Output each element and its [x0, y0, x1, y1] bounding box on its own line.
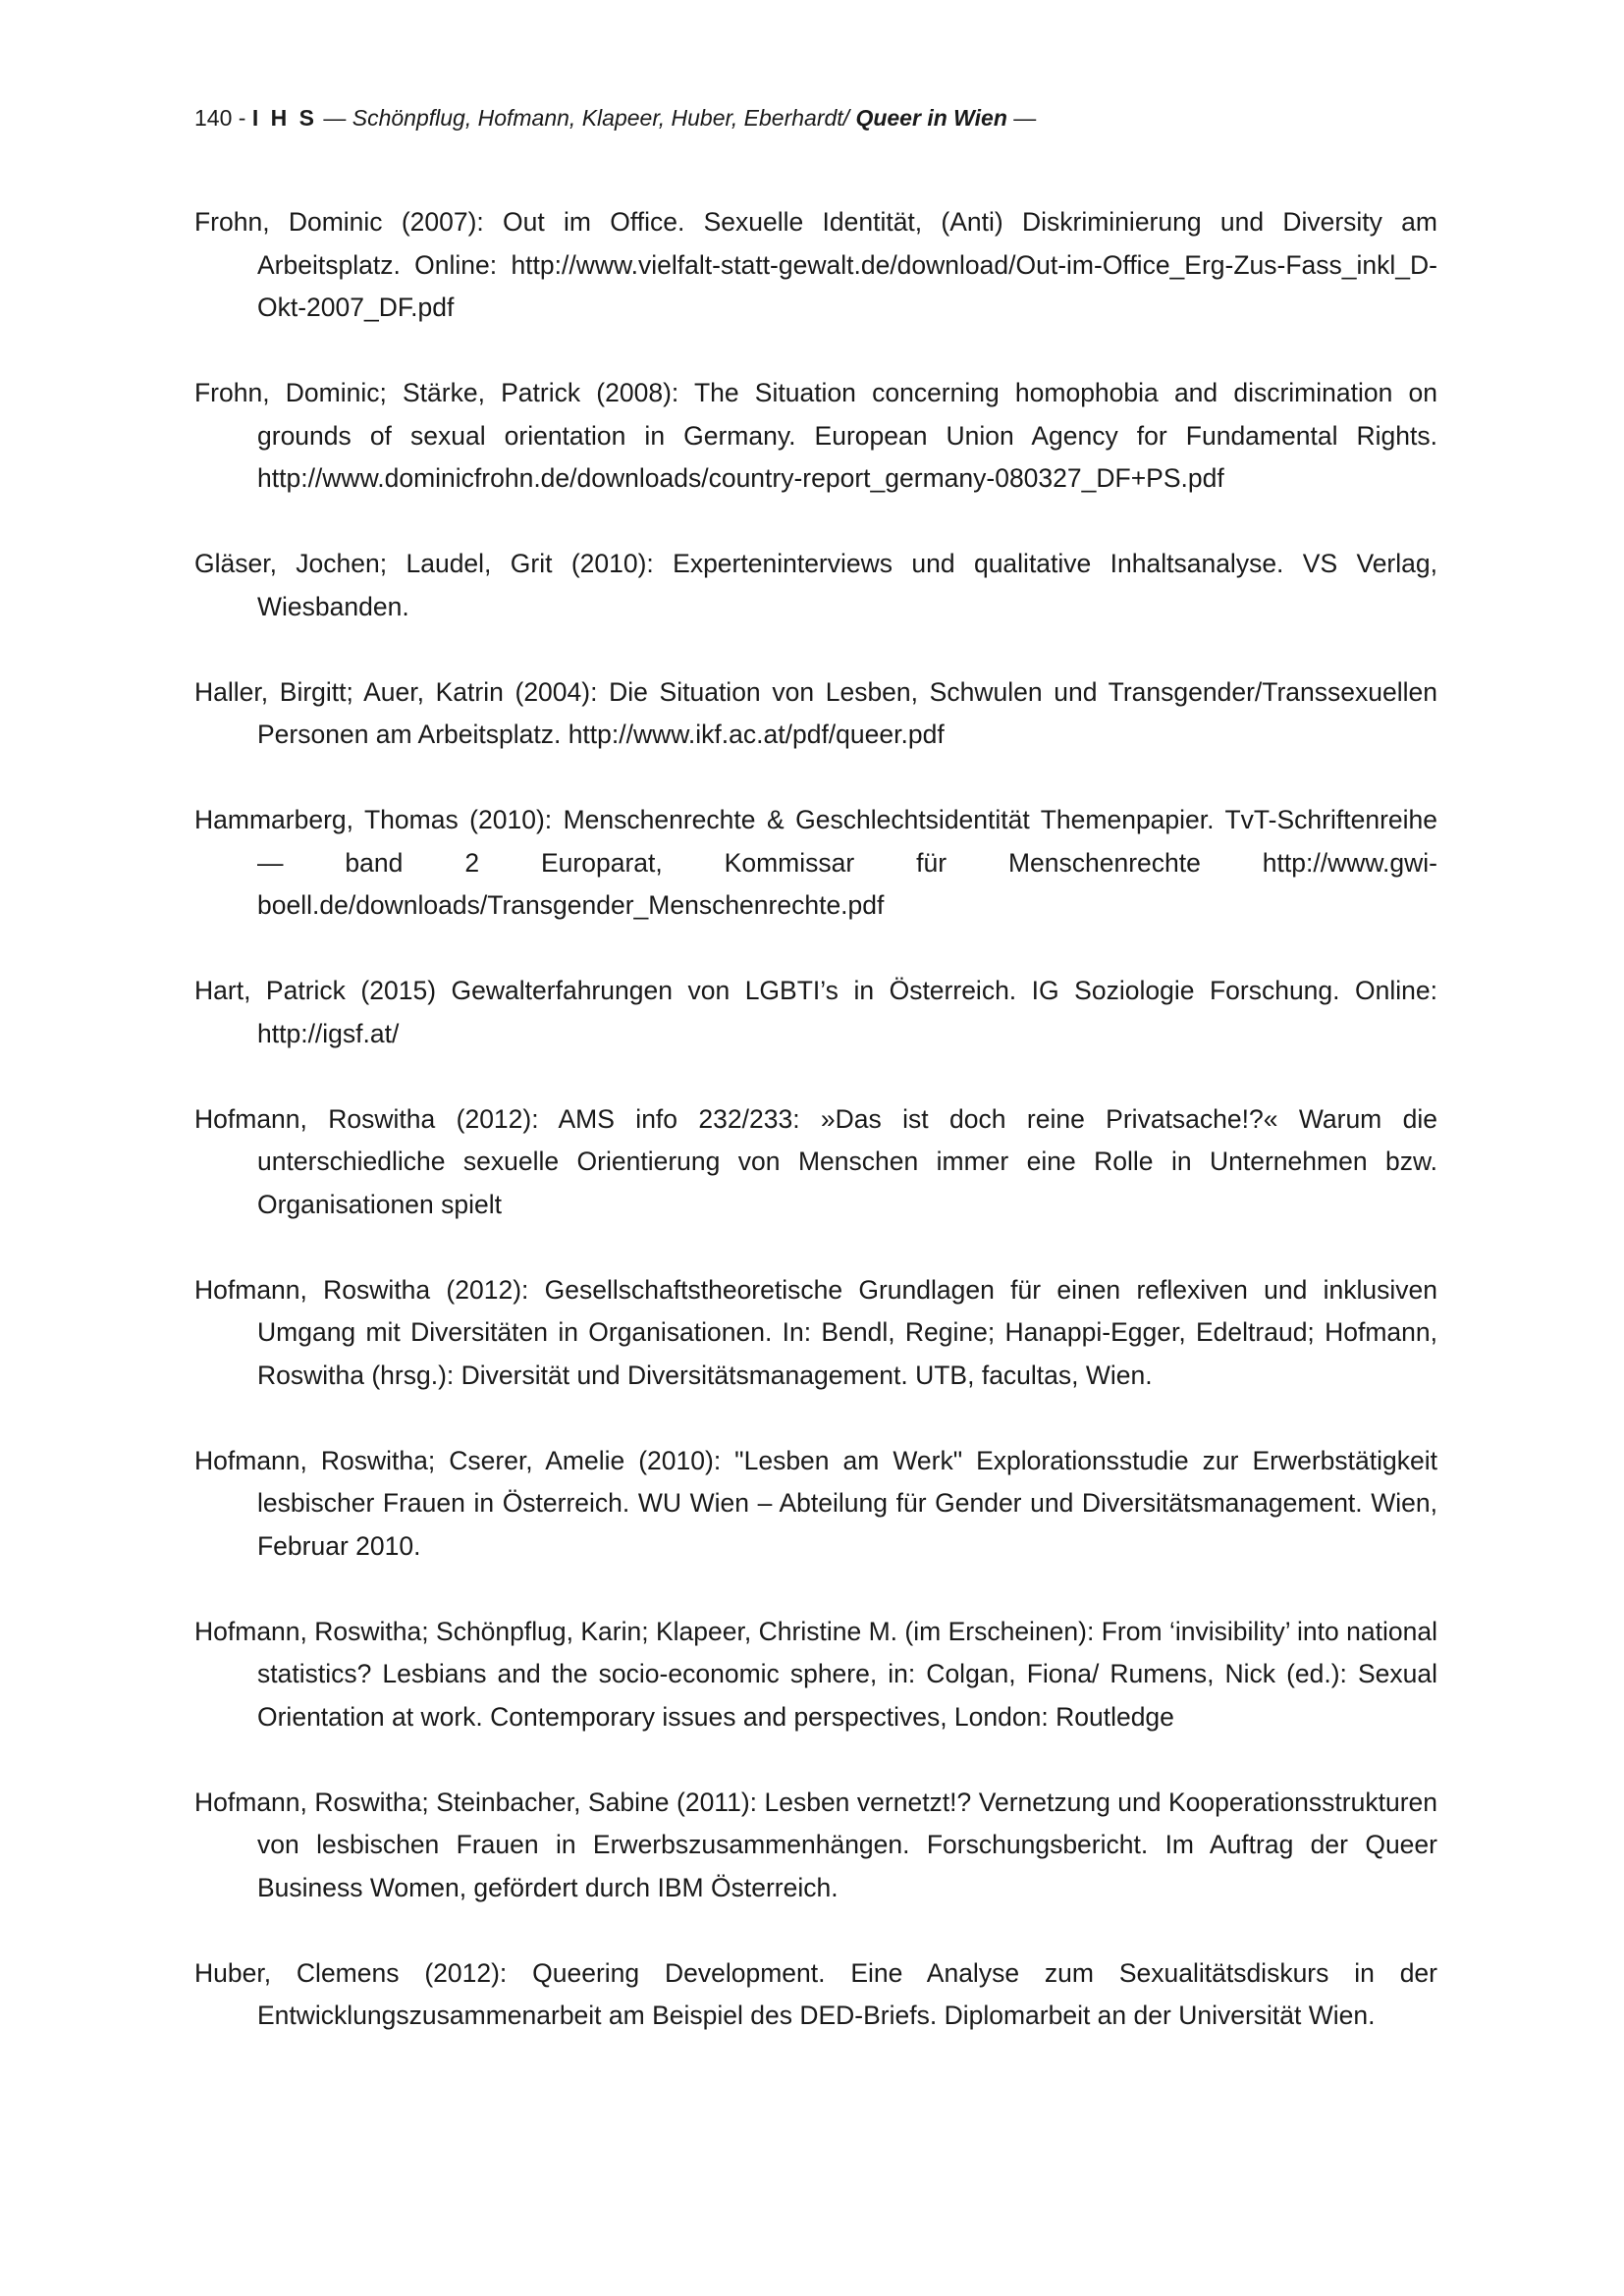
reference-entry: Hart, Patrick (2015) Gewalterfahrungen von LGBTI’s in Österreich. IG Soziologie Forschung. Online: http://igsf.at/: [194, 976, 1437, 1048]
header-dash: —: [323, 105, 347, 131]
reference-entry: Frohn, Dominic (2007): Out im Office. Sexuelle Identität, (Anti) Diskriminierung und Diversity am Arbeitsplatz. Online: http://www.vielfalt-statt-gewalt.de/download/Out-im-Office_Erg-Zus-Fass_inkl_D-Okt-2007_DF.pdf: [194, 207, 1437, 322]
page-number: 140 -: [194, 105, 246, 131]
reference-entry: Hofmann, Roswitha; Schönpflug, Karin; Klapeer, Christine M. (im Erscheinen): From ‘invisibility’ into national statistics? Lesbians and the socio-economic sphere, in: Colgan, Fiona/ Rumens, Nick (ed.): Sexual Orientation at work. Contemporary issues and perspectives, London: Routledge: [194, 1616, 1437, 1732]
reference-entry: Hofmann, Roswitha (2012): Gesellschaftstheoretische Grundlagen für einen reflexiven und inklusiven Umgang mit Diversitäten in Organisationen. In: Bendl, Regine; Hanappi-Egger, Edeltraud; Hofmann, Roswitha (hrsg.): Diversität und Diversitätsmanagement. UTB, facultas, Wien.: [194, 1274, 1437, 1390]
header-title: Queer in Wien: [855, 105, 1007, 131]
reference-entry: Hofmann, Roswitha; Cserer, Amelie (2010): "Lesben am Werk" Explorationsstudie zur Erwerbstätigkeit lesbischer Frauen in Österreich. WU Wien – Abteilung für Gender und Diversitätsmanagement. Wien, Februar 2010.: [194, 1445, 1437, 1561]
running-header: [194, 102, 1036, 133]
header-org: I H S: [251, 105, 317, 131]
header-dash: —: [1013, 105, 1037, 131]
reference-entry: Hammarberg, Thomas (2010): Menschenrechte & Geschlechtsidentität Themenpapier. TvT-Schriftenreihe — band 2 Europarat, Kommissar für Menschenrechte http://www.gwi-boell.de/downloads/Transgender_Menschenrechte.pdf: [194, 805, 1437, 920]
reference-entry: Frohn, Dominic; Stärke, Patrick (2008): The Situation concerning homophobia and discrimination on grounds of sexual orientation in Germany. European Union Agency for Fundamental Rights. http://www.dominicfrohn.de/downloads/country-report_germany-080327_DF+PS.pdf: [194, 378, 1437, 493]
reference-list: [194, 201, 1437, 2080]
reference-entry: Haller, Birgitt; Auer, Katrin (2004): Die Situation von Lesben, Schwulen und Transgender/Transsexuellen Personen am Arbeitsplatz. http://www.ikf.ac.at/pdf/queer.pdf: [194, 676, 1437, 749]
header-authors: Schönpflug, Hofmann, Klapeer, Huber, Eberhardt/: [352, 105, 850, 131]
reference-entry: Huber, Clemens (2012): Queering Development. Eine Analyse zum Sexualitätsdiskurs in der Entwicklungszusammenarbeit am Beispiel des DED-Briefs. Diplomarbeit an der Universität Wien.: [194, 1957, 1437, 2030]
reference-entry: Hofmann, Roswitha; Steinbacher, Sabine (2011): Lesben vernetzt!? Vernetzung und Kooperationsstrukturen von lesbischen Frauen in Erwerbszusammenhängen. Forschungsbericht. Im Auftrag der Queer Business Women, gefördert durch IBM Österreich.: [194, 1787, 1437, 1902]
reference-entry: Gläser, Jochen; Laudel, Grit (2010): Experteninterviews und qualitative Inhaltsanalyse. VS Verlag, Wiesbanden.: [194, 549, 1437, 621]
reference-entry: Hofmann, Roswitha (2012): AMS info 232/233: »Das ist doch reine Privatsache!?« Warum die unterschiedliche sexuelle Orientierung von Menschen immer eine Rolle in Unternehmen bzw. Organisationen spielt: [194, 1103, 1437, 1219]
